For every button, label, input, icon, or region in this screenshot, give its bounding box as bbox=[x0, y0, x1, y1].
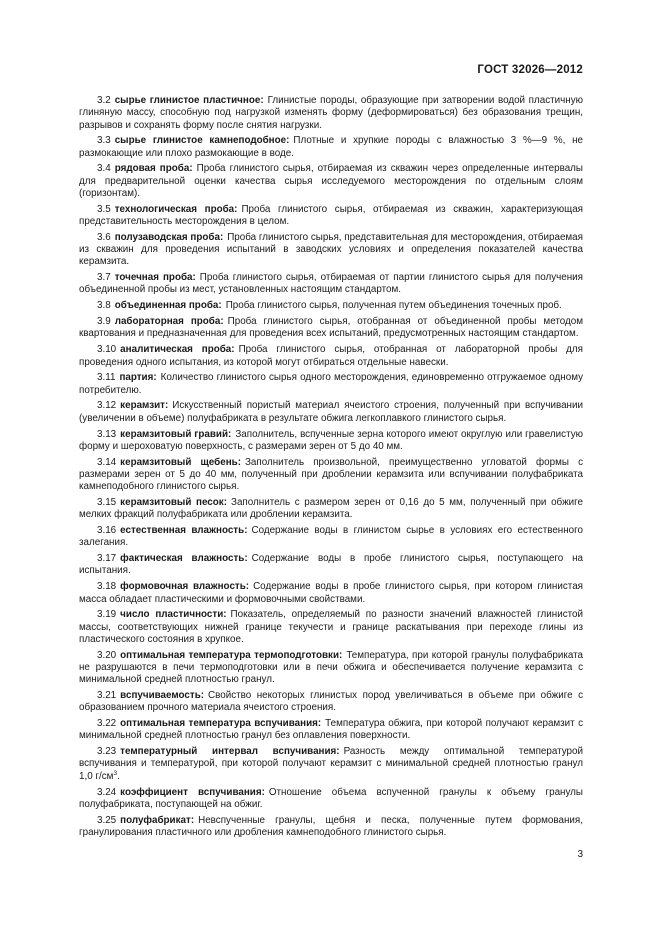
entry-tail: . bbox=[117, 770, 120, 782]
entry-term: естественная влажность bbox=[120, 525, 245, 537]
definition-entry: 3.22 оптимальная температура вспучивания: Температура обжига, при которой получают керамзит с минимальной средней плотностью гранул без оплавления поверхности. bbox=[79, 718, 583, 742]
definition-entry: 3.7 точечная проба: Проба глинистого сырья, отбираемая от партии глинистого сырья для получения объединенной пробы из мест, установленных настоящим стандартом. bbox=[79, 272, 584, 296]
entry-term: вспучиваемость bbox=[120, 690, 201, 702]
entry-term: аналитическая проба bbox=[120, 344, 232, 356]
definition-entry: 3.16 естественная влажность: Содержание воды в глинистом сырье в условиях его естественного залегания. bbox=[79, 525, 584, 549]
entry-number: 3.20 bbox=[97, 649, 117, 661]
entry-number: 3.8 bbox=[97, 300, 111, 312]
entry-term: формовочная влажность bbox=[120, 581, 246, 593]
entry-number: 3.17 bbox=[97, 553, 117, 565]
definition-entry: 3.17 фактическая влажность: Содержание воды в пробе глинистого сырья, поступающего на испытания. bbox=[79, 553, 583, 577]
entry-definition: Проба глинистого сырья, отобранная от объединенной пробы методом квартования и предназначенная для проведения всех испытаний, предусмотренных настоящим стандартом. bbox=[79, 316, 583, 340]
entry-number: 3.25 bbox=[97, 814, 117, 826]
definition-entry: 3.10 аналитическая проба: Проба глинистого сырья, отобранная от лабораторной пробы для проведения одного испытания, из которой могут отбираться отдельные навески. bbox=[79, 344, 583, 368]
entry-term: керамзит bbox=[120, 400, 165, 412]
entry-term: сырье глинистое пластичное bbox=[114, 95, 261, 106]
document-header: ГОСТ 32026—2012 bbox=[477, 64, 583, 76]
entry-number: 3.22 bbox=[97, 718, 117, 730]
definition-entry: 3.14 керамзитовый щебень: Заполнитель произвольной, преимущественно угловатой формы с размерами зерен от 5 до 40 мм, полученный при дроблении керамзита или вспучивании полуфабриката камнеподобного глинистого сырья. bbox=[79, 456, 583, 493]
definition-entry: 3.2 сырье глинистое пластичное: Глинистые породы, образующие при затворении водой пластичную глиняную массу, способную под нагрузкой изменять форму (деформироваться) без образования трещин, разрывов и сохранять форму после снятия нагрузки. bbox=[79, 95, 584, 131]
entry-definition: Заполнитель произвольной, преимущественно угловатой формы с размерами зерен от 5 до 40 мм, полученный при дроблении керамзита или вспучивании полуфабриката камнеподобного глинистого сырья. bbox=[79, 456, 583, 493]
definition-entry: 3.15 керамзитовый песок: Заполнитель с размером зерен от 0,16 до 5 мм, полученный при обжиге мелких фракций полуфабриката или дроблении керамзита. bbox=[79, 496, 583, 521]
entry-term: лабораторная проба bbox=[114, 316, 221, 328]
definition-entry: 3.11 партия: Количество глинистого сырья одного месторождения, единовременно отгружаемое одному потребителю. bbox=[79, 372, 583, 396]
entry-number: 3.15 bbox=[97, 496, 117, 508]
entry-number: 3.11 bbox=[97, 372, 116, 384]
entry-definition: Проба глинистого сырья, отбираемая из скважин через определенные интервалы для предварительной оценки качества сырья исследуемого месторождения по отдельным слоям (горизонтам). bbox=[79, 163, 583, 199]
entry-number: 3.24 bbox=[97, 786, 117, 798]
entry-term: точечная проба bbox=[114, 272, 193, 284]
entry-term: число пластичности bbox=[120, 609, 224, 621]
entry-number: 3.5 bbox=[97, 203, 111, 215]
entry-definition: Содержание воды в пробе глинистого сырья, поступающего на испытания. bbox=[79, 553, 583, 577]
definition-entry: 3.3 сырье глинистое камнеподобное: Плотные и хрупкие породы с влажностью 3 %—9 %, не размокающие или плохо размокающие в воде. bbox=[79, 135, 583, 159]
definition-entry: 3.23 температурный интервал вспучивания: Разность между оптимальной температурой вспучивания и температурой, при которой получают керамзит с минимальной средней плотностью гранул 1,0 $г/см^3$. bbox=[79, 746, 583, 782]
entry-definition: Глинистые породы, образующие при затворении водой пластичную глиняную массу, способную под нагрузкой изменять форму (деформироваться) без образования трещин, разрывов и сохранять форму после снятия нагрузки. bbox=[79, 95, 584, 131]
entry-definition: Содержание воды в глинистом сырье в условиях его естественного залегания. bbox=[79, 525, 584, 549]
entry-term: технологическая проба bbox=[114, 203, 235, 215]
entry-number: 3.12 bbox=[97, 400, 117, 412]
entry-number: 3.21 bbox=[97, 690, 117, 702]
entry-definition: Искусственный пористый материал ячеистого строения, полученный при вспучивании (увеличении в объеме) полуфабриката в результате обжига легкоплавкого глинистого сырья. bbox=[79, 400, 583, 424]
definition-entry: 3.21 вспучиваемость: Свойство некоторых глинистых пород увеличиваться в объеме при обжиге с образованием прочного материала ячеистого строения. bbox=[79, 690, 583, 714]
entry-definition: Проба глинистого сырья, отобранная от лабораторной пробы для проведения одного испытания, из которой могут отбираться отдельные навески. bbox=[79, 344, 583, 368]
entry-definition: Температура обжига, при которой получают керамзит с минимальной средней плотностью гранул без оплавления поверхности. bbox=[79, 718, 583, 742]
entry-superscript: 3 bbox=[113, 769, 118, 777]
entry-term: керамзитовый песок bbox=[120, 496, 224, 508]
entry-definition: Отношение объема вспученной гранулы к объему гранулы полуфабриката, поступающей на обжиг. bbox=[79, 786, 583, 810]
entry-term: керамзитовый гравий bbox=[120, 428, 229, 440]
definition-entry: 3.24 коэффициент вспучивания: Отношение объема вспученной гранулы к объему гранулы полуфабриката, поступающей на обжиг. bbox=[79, 786, 583, 810]
definition-entry: 3.18 формовочная влажность: Содержание воды в пробе глинистого сырья, при котором глинистая масса обладает пластическими и формовочными свойствами. bbox=[79, 581, 583, 605]
definition-entry: 3.25 полуфабрикат: Невспученные гранулы, щебня и песка, полученные путем формования, гранулирования пластичного или дробления камнеподобного глинистого сырья. bbox=[79, 814, 583, 838]
definitions-list bbox=[79, 95, 583, 843]
entry-definition: Проба глинистого сырья, отбираемая из скважин, характеризующая представительность месторождения в целом. bbox=[79, 203, 583, 228]
entry-term: фактическая влажность bbox=[120, 553, 245, 565]
entry-number: 3.19 bbox=[97, 609, 117, 621]
definition-entry: 3.19 число пластичности: Показатель, определяемый по разности значений влажностей глинистой массы, соответствующих нижней границе текучести и границе раскатывания при переходе глины из пластического состояния в хрупкое. bbox=[79, 609, 583, 645]
entry-number: 3.16 bbox=[97, 525, 117, 537]
definition-entry: 3.13 керамзитовый гравий: Заполнитель, вспученные зерна которого имеют округлую или гравелистую форму и шероховатую поверхность, с размерами зерен от 5 до 40 мм. bbox=[79, 428, 583, 452]
entry-number: 3.7 bbox=[97, 272, 111, 284]
entry-number: 3.9 bbox=[97, 316, 111, 328]
entry-number: 3.4 bbox=[97, 163, 111, 175]
entry-term: партия bbox=[119, 372, 154, 384]
entry-number: 3.10 bbox=[97, 344, 117, 356]
entry-definition: Заполнитель с размером зерен от 0,16 до 5 мм, полученный при обжиге мелких фракций полуфабриката или дроблении керамзита. bbox=[79, 496, 583, 521]
entry-term: коэффициент вспучивания bbox=[120, 786, 262, 798]
entry-term: керамзитовый щебень bbox=[120, 456, 238, 468]
entry-definition: Содержание воды в пробе глинистого сырья, при котором глинистая масса обладает пластическими и формовочными свойствами. bbox=[79, 581, 583, 605]
entry-number: 3.23 bbox=[97, 746, 117, 758]
entry-number: 3.6 bbox=[97, 231, 111, 243]
entry-definition: Заполнитель, вспученные зерна которого имеют округлую или гравелистую форму и шероховатую поверхность, с размерами зерен от 5 до 40 мм. bbox=[79, 428, 583, 452]
entry-term: температурный интервал вспучивания bbox=[120, 746, 337, 758]
definition-entry: 3.5 технологическая проба: Проба глинистого сырья, отбираемая из скважин, характеризующая представительность месторождения в целом. bbox=[79, 203, 583, 228]
definition-entry: 3.9 лабораторная проба: Проба глинистого сырья, отобранная от объединенной пробы методом квартования и предназначенная для проведения всех испытаний, предусмотренных настоящим стандартом. bbox=[79, 316, 583, 340]
entry-number: 3.3 bbox=[97, 135, 111, 147]
definition-entry: 3.6 полузаводская проба: Проба глинистого сырья, представительная для месторождения, отбираемая из скважин для проведения испытаний в заводских условиях и определения показателей качества керамзита. bbox=[79, 231, 583, 268]
entry-definition: Невспученные гранулы, щебня и песка, полученные путем формования, гранулирования пластичного или дробления камнеподобного глинистого сырья. bbox=[79, 814, 583, 838]
definition-entry: 3.8 объединенная проба: Проба глинистого сырья, полученная путем объединения точечных проб. bbox=[97, 300, 562, 312]
entry-definition: Показатель, определяемый по разности значений влажностей глинистой массы, соответствующих нижней границе текучести и границе раскатывания при переходе глины из пластического состояния в хрупкое. bbox=[79, 609, 583, 645]
entry-term: оптимальная температура вспучивания bbox=[120, 718, 318, 730]
definition-entry: 3.20 оптимальная температура термоподготовки: Температура, при которой гранулы полуфабриката не разрушаются в печи термоподготовки или в печи обжига и обеспечивается получение керамзита с минимальной средней плотностью гранул. bbox=[79, 649, 584, 686]
entry-term: рядовая проба bbox=[114, 163, 190, 175]
entry-term: сырье глинистое камнеподобное bbox=[114, 135, 287, 147]
entry-term: оптимальная температура термоподготовки bbox=[120, 649, 340, 661]
definition-entry: 3.12 керамзит: Искусственный пористый материал ячеистого строения, полученный при вспучивании (увеличении в объеме) полуфабриката в результате обжига легкоплавкого глинистого сырья. bbox=[79, 400, 583, 424]
entry-definition: Температура, при которой гранулы полуфабриката не разрушаются в печи термоподготовки или в печи обжига и обеспечивается получение керамзита с минимальной средней плотностью гранул. bbox=[79, 649, 584, 686]
entry-definition: Свойство некоторых глинистых пород увеличиваться в объеме при обжиге с образованием прочного материала ячеистого строения. bbox=[79, 690, 583, 714]
entry-number: 3.2 bbox=[97, 95, 111, 106]
entry-definition: Плотные и хрупкие породы с влажностью 3 %—9 %, не размокающие или плохо размокающие в воде. bbox=[79, 135, 583, 159]
entry-number: 3.13 bbox=[97, 428, 117, 440]
entry-definition: Разность между оптимальной температурой вспучивания и температурой, при которой получают керамзит с минимальной средней плотностью гранул 1,0 г/см bbox=[79, 746, 583, 782]
entry-number: 3.14 bbox=[97, 456, 117, 468]
definition-entry: 3.4 рядовая проба: Проба глинистого сырья, отбираемая из скважин через определенные интервалы для предварительной оценки качества сырья исследуемого месторождения по отдельным слоям (горизонтам). bbox=[79, 163, 583, 199]
entry-term: полуфабрикат bbox=[120, 814, 191, 826]
entry-definition: Проба глинистого сырья, представительная для месторождения, отбираемая из скважин для проведения испытаний в заводских условиях и определения показателей качества керамзита. bbox=[79, 231, 583, 268]
entry-term: объединенная проба bbox=[114, 300, 219, 312]
page-number: 3 bbox=[577, 849, 583, 860]
entry-definition: Количество глинистого сырья одного месторождения, единовременно отгружаемое одному потребителю. bbox=[79, 372, 583, 396]
entry-number: 3.18 bbox=[97, 581, 117, 593]
entry-term: полузаводская проба bbox=[114, 231, 220, 243]
entry-definition: Проба глинистого сырья, полученная путем объединения точечных проб. bbox=[225, 300, 562, 312]
entry-definition: Проба глинистого сырья, отбираемая от партии глинистого сырья для получения объединенной пробы из мест, установленных настоящим стандартом. bbox=[79, 272, 584, 296]
